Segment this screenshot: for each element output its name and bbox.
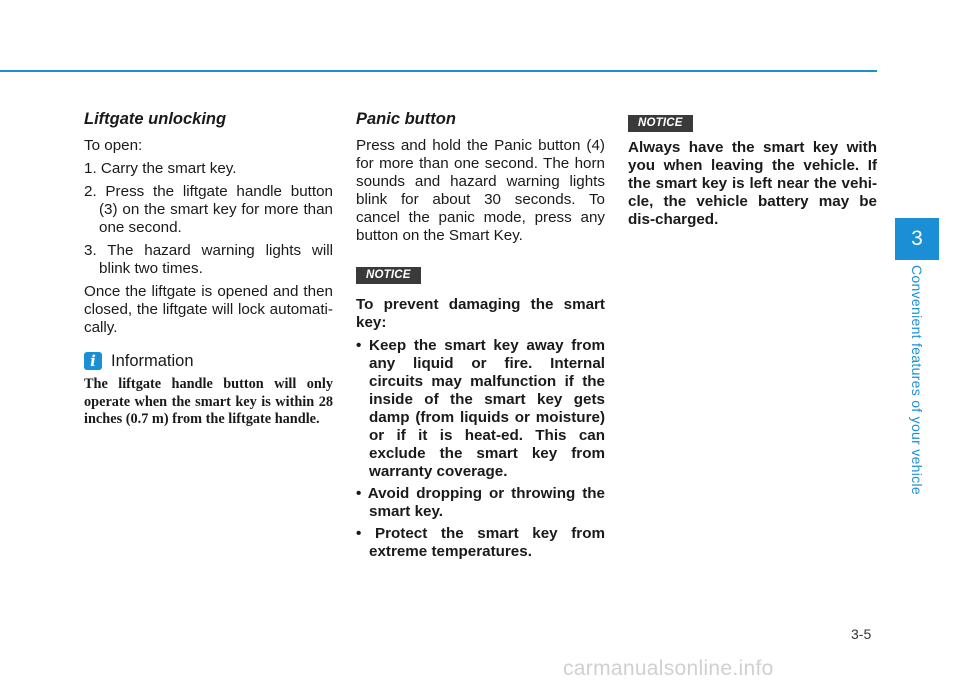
step-item: 3. The hazard warning lights will blink two times. (84, 242, 333, 277)
intro-text: To open: (84, 137, 143, 154)
notice-text-col3: Always have the smart key with you when leaving the vehicle. If the smart key is left near the vehi-cle, the vehicle battery may be dis-charged. (628, 139, 877, 228)
notice-heading: To prevent damaging the smart key: (356, 296, 605, 331)
column-liftgate (84, 110, 333, 429)
outro-text: Once the liftgate is opened and then closed, the liftgate will lock automati-cally. (84, 283, 333, 336)
watermark: carmanualsonline.info (563, 657, 774, 680)
page-number: 3-5 (851, 626, 872, 642)
column-panic (356, 110, 605, 565)
info-label: Information (111, 352, 194, 370)
notice-badge: NOTICE (628, 115, 693, 132)
panic-body: Press and hold the Panic button (4) for more than one second. The horn sounds and hazard warning lights blink for about 30 seconds. To cancel the panic mode, press any button on the Smart Key. (356, 137, 605, 244)
top-rule (0, 70, 877, 72)
info-text: The liftgate handle button will only operate when the smart key is within 28 inches (0.7 m) from the liftgate handle. (84, 376, 333, 427)
notice-badge-col3 (628, 113, 693, 132)
notice-bullet: • Keep the smart key away from any liquid or fire. Internal circuits may malfunction if the inside of the smart key gets damp (from liquids or moisture) or if it is heat-ed. This can exclude the smart key from warranty coverage. (356, 337, 605, 480)
chapter-tab: 3 (895, 218, 939, 260)
section-title-panic: Panic button (356, 110, 456, 128)
info-header (84, 352, 333, 370)
notice-wrap (356, 265, 605, 284)
step-item: 1. Carry the smart key. (84, 160, 237, 177)
chapter-label: Convenient features of your vehicle (909, 265, 925, 495)
section-title-liftgate: Liftgate unlocking (84, 110, 227, 128)
notice-bullet: • Avoid dropping or throwing the smart key. (356, 485, 605, 520)
notice-bullet: • Protect the smart key from extreme temperatures. (356, 525, 605, 560)
info-icon: i (84, 352, 102, 370)
step-item: 2. Press the liftgate handle button (3) on the smart key for more than one second. (84, 183, 333, 236)
notice-badge: NOTICE (356, 267, 421, 284)
